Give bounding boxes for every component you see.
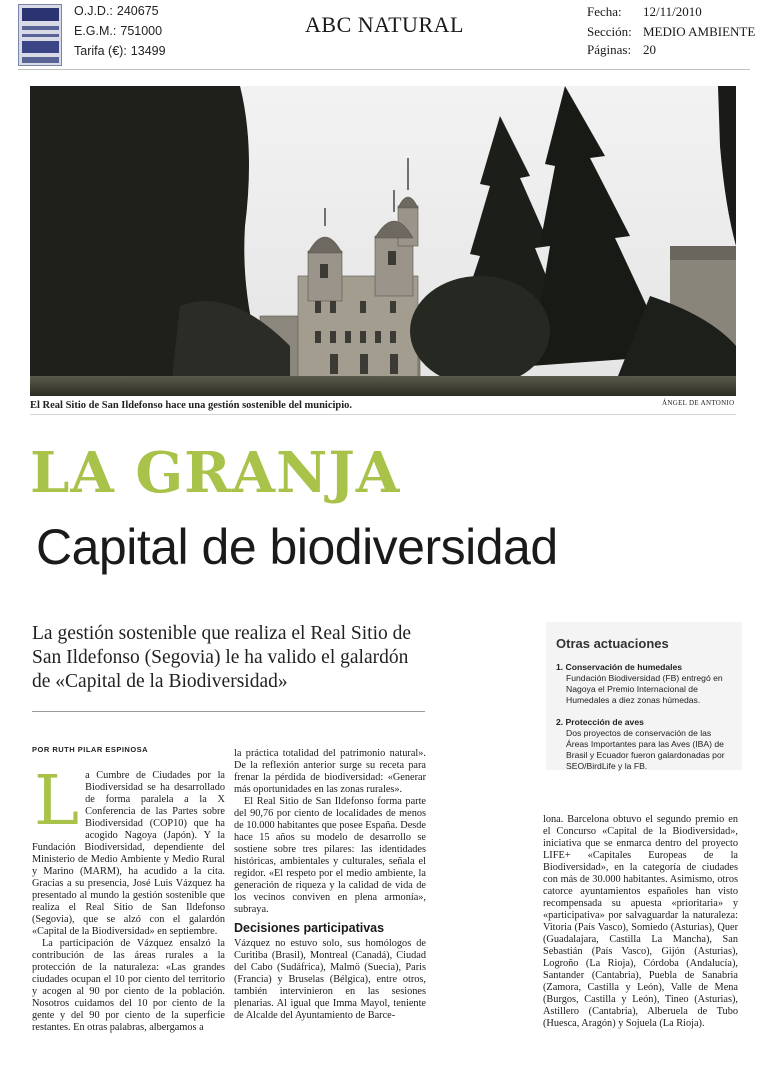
- tarifa-row: [74, 44, 166, 58]
- fecha-row: [587, 4, 702, 20]
- palace-photo: [30, 86, 736, 396]
- body-paragraph: lona. Barcelona obtuvo el segundo premio en el Concurso «Capital de la Biodiversidad», iniciativa que se enmarca dentro del proyecto LIFE+ «Capitales Europeas de la Biodiversidad», en la categoría de ciudades con más de 30.000 habitantes. Asimismo, otros catorce ayuntamientos españoles han visto recompensada su apuesta «prioritaria» y «participativa» por salvaguardar la naturaleza: Vitoria (País Vasco), Somiedo (Asturias), Quer (Guadalajara, Castilla La Mancha), San Sebastián (País Vasco), Gijón (Asturias), Logroño (La Rioja), Córdoba (Andalucía), Santander (Cantabria), Puebla de Sanabria (Zamora, Castilla y León), Valle de Mena (Burgos, Castilla y León), Tineo (Asturias), Astillero (Cantabria), Alberuela de Tubo (Huesca, Aragón) y Sojuela (La Rioja).: [543, 814, 738, 1029]
- caption-divider: [30, 414, 736, 415]
- drop-cap: L: [34, 762, 80, 841]
- body-column-2: [234, 748, 426, 1022]
- photo-caption: El Real Sitio de San Ildefonso hace una gestión sostenible del municipio.: [30, 400, 353, 411]
- clipping-header: [0, 0, 769, 70]
- sidebar-item: [556, 717, 736, 772]
- seccion-value: MEDIO AMBIENTE: [643, 24, 756, 39]
- sidebar-item-text: Dos proyectos de conservación de las Áreas Importantes para las Aves (IBA) de Brasil y Ecuador fueron galardonadas por SEO/BirdLife y la FB.: [566, 728, 725, 771]
- body-paragraph: [32, 762, 225, 938]
- body-paragraph: Vázquez no estuvo solo, sus homólogos de Curitiba (Brasil), Montreal (Canadá), Ciudad del Cabo (Sudáfrica), Malmö (Suecia), Paris (Francia) y Bruselas (Bélgica), entre otros, también intervinieron en las sesiones plenarias. Al igual que Imma Mayol, teniente de Alcalde del Ayuntamiento de Barce-: [234, 938, 426, 1021]
- body-paragraph: El Real Sitio de San Ildefonso forma parte del 90,76 por ciento de localidades de menos de 10.000 habitantes que posee España. Desde hace 15 años su modelo de desarrollo se sostiene sobre tres pilares: las identidades históricas, ambientales y culturales, señala el regidor. «El respeto por el medio ambiente, la generación de riqueza y la calidad de vida de los vecinos conviven en plena armonía», subraya.: [234, 796, 426, 915]
- paginas-row: [587, 42, 656, 58]
- byline: POR RUTH PILAR ESPINOSA: [32, 745, 149, 754]
- body-column-1: [32, 762, 225, 1034]
- body-paragraph: La participación de Vázquez ensalzó la contribución de las áreas rurales a la protección de la naturaleza: «Las grandes ciudades ocupan el 10 por ciento del territorio y acogen al 90 por ciento de la población. Nosotros cuidamos del 10 por ciento de la gente y del 90 por ciento de la superficie restantes. En otras palabras, albergamos a: [32, 938, 225, 1033]
- body-paragraph: la práctica totalidad del patrimonio natural». De la reflexión anterior surge su receta para frenar la pérdida de biodiversidad: «Generar más oportunidades en las zonas rurales».: [234, 748, 426, 795]
- sidebar-item: [556, 662, 736, 706]
- paginas-value: 20: [643, 42, 656, 57]
- subhead-divider: [32, 711, 425, 712]
- fecha-label: Fecha:: [587, 4, 622, 19]
- paragraph-text: a Cumbre de Ciudades por la Biodiversidad se ha desarrollado de forma paralela a la X Conferencia de las Partes sobre Biodiversidad (COP10) que ha acogido Nagoya (Japón). Y la Fundación Biodiversidad, dependiente del Ministerio de Medio Ambiente y Medio Rural y Marino (MARM), ha acudido a la cita. Gracias a su presencia, José Luis Vázquez ha presentado al mundo la gestión sostenible que realiza el Real Sitio de San Ildefonso (Segovia), que se alzó con el galardón «Capital de la Biodiversidad» en septiembre.: [32, 770, 225, 937]
- egm-label: E.G.M.:: [74, 24, 117, 38]
- seccion-row: [587, 24, 755, 40]
- paginas-label: Páginas:: [587, 42, 632, 57]
- photo-credit: ÁNGEL DE ANTONIO: [662, 399, 735, 407]
- body-column-3: [543, 814, 738, 1030]
- fecha-value: 12/11/2010: [643, 4, 702, 19]
- header-divider: [18, 69, 750, 70]
- egm-value: 751000: [120, 24, 163, 38]
- subheadline: La gestión sostenible que realiza el Real Sitio de San Ildefonso (Segovia) le ha valido el galardón de «Capital de la Biodiversidad»: [32, 623, 412, 692]
- tarifa-label: Tarifa (€):: [74, 44, 127, 58]
- sidebar-item-title: 2. Protección de aves: [556, 717, 644, 727]
- sidebar-box: [546, 622, 742, 770]
- sidebar-item-text: Fundación Biodiversidad (FB) entregó en Nagoya el Premio Internacional de Humedales a diez zonas húmedas.: [566, 673, 723, 705]
- seccion-label: Sección:: [587, 24, 632, 39]
- publication-name: ABC NATURAL: [305, 12, 464, 37]
- sidebar-item-title: 1. Conservación de humedales: [556, 662, 683, 672]
- ojd-label: O.J.D.:: [74, 4, 113, 18]
- headline: Capital de biodiversidad: [36, 519, 558, 575]
- ojd-value: 240675: [116, 4, 159, 18]
- tarifa-value: 13499: [130, 44, 166, 58]
- sidebar-title: Otras actuaciones: [556, 636, 669, 651]
- section-heading: Decisiones participativas: [234, 921, 385, 935]
- kicker-title: LA GRANJA: [30, 440, 401, 506]
